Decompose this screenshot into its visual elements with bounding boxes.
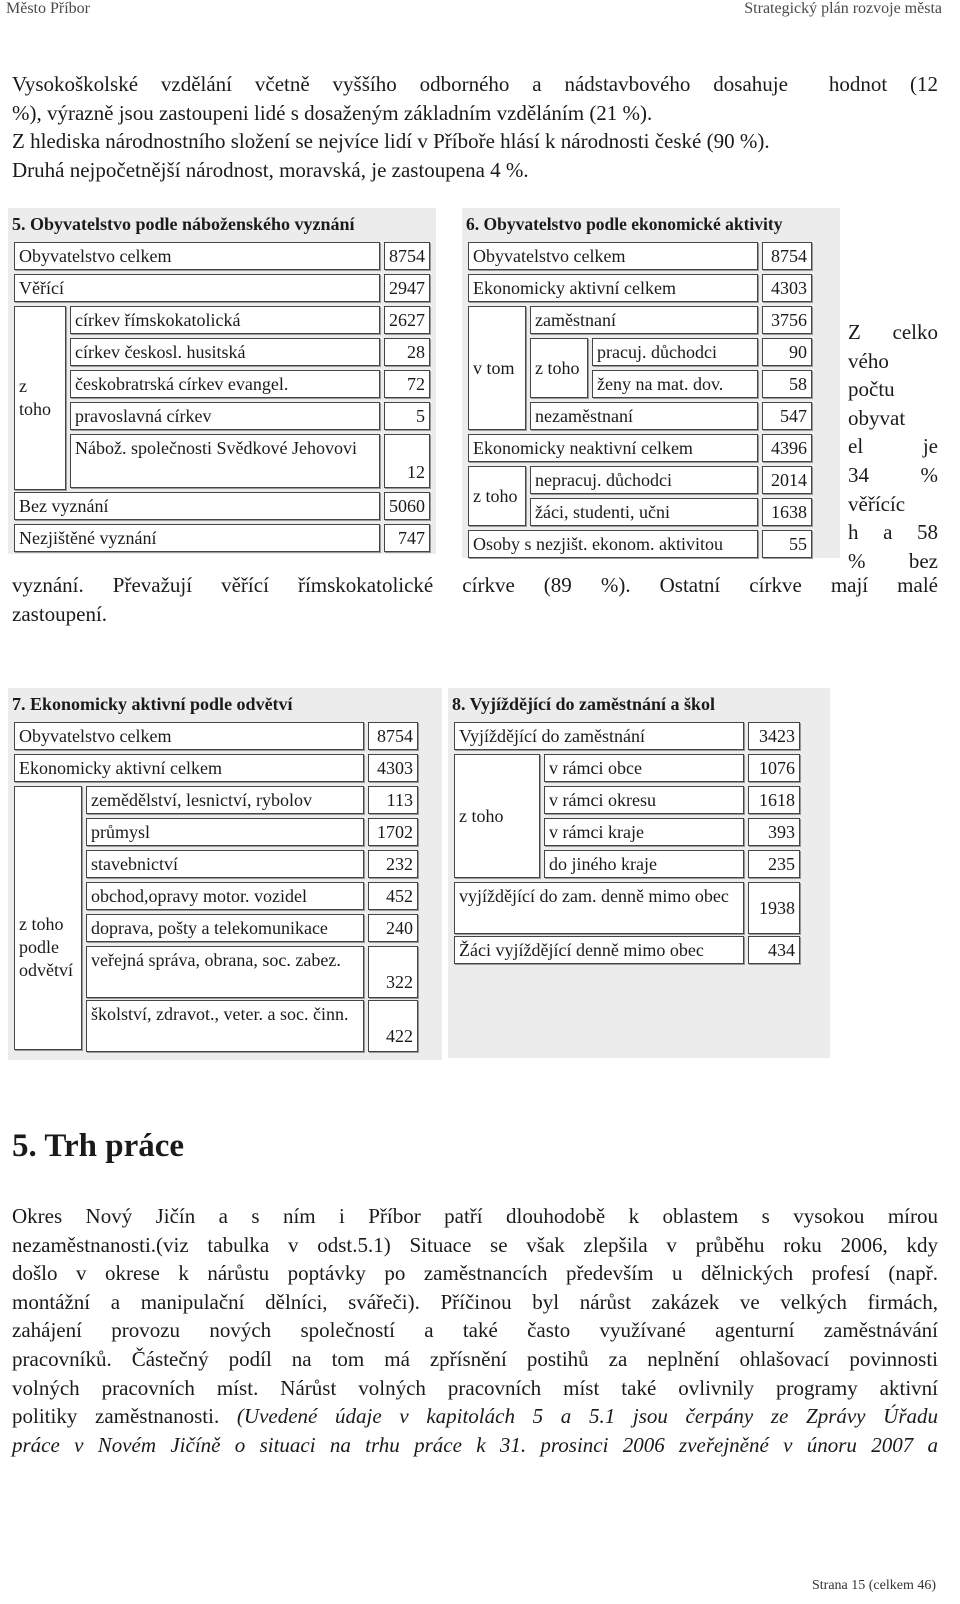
labor-line: montážní a manipulační dělníci, svářeči). Příčinou byl nárůst zakázek ve velkých firmách, [12,1289,938,1314]
intro-line2: %), výrazně jsou zastoupeni lidé s dosaženým základním vzděláním (21 %). [12,100,653,125]
table-row: Ekonomicky aktivní celkem [468,274,758,302]
header-doc-title: Strategický plán rozvoje města [744,0,942,17]
table-row: stavebnictví [86,850,364,878]
table-row: Nábož. společnosti Svědkové Jehovovi [70,434,380,488]
table-row: českobratrská církev evangel. [70,370,380,398]
table-cell-value: 422 [368,1000,418,1052]
intro-line4: Druhá nejpočetnější národnost, moravská, je zastoupena 4 %. [12,157,529,182]
table-cell-value: 3756 [762,306,812,334]
table-row: církev českosl. husitská [70,338,380,366]
section-heading: 5. Trh práce [12,1128,185,1164]
table-row: pravoslavná církev [70,402,380,430]
table-sectors-title: 7. Ekonomicky aktivní podle odvětví [12,694,293,714]
side-text-line: 34 % [848,462,938,487]
side-text [848,318,938,575]
table-cell-value: 58 [762,370,812,398]
table-row: nepracuj. důchodci [530,466,758,494]
table-row: Ekonomicky aktivní celkem [14,754,364,782]
intro-paragraph [12,70,938,184]
intro-line1-b: hodnot (12 [828,72,939,96]
intro-line1-a: Vysokoškolské vzdělání včetně vyššího odborného a nádstavbového dosahuje [12,72,788,96]
side-text-line: věřícíc [848,491,906,516]
labor-source-note: práce v Novém Jičíně o situaci na trhu práce k 31. prosinci 2006 zveřejněné v únoru 2007 a [12,1432,938,1457]
table-cell-value: 5060 [384,492,430,520]
table-cell-value: 55 [762,530,812,558]
side-text-line: h a 58 [848,520,938,545]
table-cell-value: 3423 [748,722,800,750]
labor-line: došlo v okrese k nárůstu poptávky po zaměstnancích především u dělnických profesí (např. [12,1261,938,1286]
side-text-line: počtu [848,377,895,402]
table-row: obchod,opravy motor. vozidel [86,882,364,910]
table-row: v rámci okresu [544,786,744,814]
table-cell-value: 1638 [762,498,812,526]
table-row: doprava, pošty a telekomunikace [86,914,364,942]
labor-line: Okres Nový Jičín a s ním i Příbor patří dlouhodobě k oblastem s vysokou mírou [12,1204,938,1228]
labor-line: zahájení provozu nových společností a také často využívané agenturní zaměstnávání [12,1318,938,1343]
table-cell-value: 4303 [368,754,418,782]
religion-summary-line2: zastoupení. [12,601,108,626]
table-cell-value: 452 [368,882,418,910]
side-text-line: obyvat [848,405,906,430]
table-cell-value: 4303 [762,274,812,302]
table-group-label: v tom [468,306,526,430]
table-cell-value: 322 [368,946,418,998]
table-row: Obyvatelstvo celkem [468,242,758,270]
table-cell-value: 393 [748,818,800,846]
table-group-label: z toho [468,466,526,526]
side-text-line: vého [848,348,889,373]
table-group-label: z toho podle odvětví [14,786,82,1050]
table-economic-activity [462,208,840,558]
table-cell-value: 240 [368,914,418,942]
table-row: do jiného kraje [544,850,744,878]
table-cell-value: 1702 [368,818,418,846]
table-cell-value: 434 [748,936,800,964]
table-sectors [8,688,442,1060]
table-row: zemědělství, lesnictví, rybolov [86,786,364,814]
table-row: v rámci kraje [544,818,744,846]
table-cell-value: 747 [384,524,430,552]
table-religion-title: 5. Obyvatelstvo podle náboženského vyznání [12,214,355,234]
table-row: Obyvatelstvo celkem [14,722,364,750]
table-cell-value: 1076 [748,754,800,782]
side-text-line: el je [848,434,938,459]
labor-line: nezaměstnanosti.(viz tabulka v odst.5.1) Situace se však zlepšila v průběhu roku 2006, kdy [12,1232,938,1257]
table-row: průmysl [86,818,364,846]
labor-line: volných pracovních míst. Nárůst volných pracovních míst také ovlivnily programy aktivní [12,1375,938,1400]
table-row: Nezjištěné vyznání [14,524,380,552]
table-cell-value: 8754 [762,242,812,270]
side-text-line: % bez [848,548,938,573]
table-row: v rámci obce [544,754,744,782]
table-cell-value: 12 [384,434,430,488]
table-cell-value: 4396 [762,434,812,462]
table-row: Bez vyznání [14,492,380,520]
table-row: veřejná správa, obrana, soc. zabez. [86,946,364,998]
table-cell-value: 235 [748,850,800,878]
table-cell-value: 5 [384,402,430,430]
table-row: Osoby s nezjišt. ekonom. aktivitou [468,530,758,558]
table-religion [8,208,436,554]
religion-summary-line1: vyznání. Převažují věřící římskokatolické církve (89 %). Ostatní církve mají malé [12,573,938,597]
table-row: žáci, studenti, učni [530,498,758,526]
table-cell-value: 113 [368,786,418,814]
side-text-line: Z celko [848,320,938,344]
table-row: pracuj. důchodci [592,338,758,366]
table-group-label: z toho [14,306,66,490]
table-row: vyjíždějící do zam. denně mimo obec [454,882,744,934]
table-cell-value: 72 [384,370,430,398]
table-cell-value: 2014 [762,466,812,494]
table-row: nezaměstnaní [530,402,758,430]
table-cell-value: 1938 [748,882,800,934]
table-cell-value: 8754 [368,722,418,750]
table-commuting [448,688,830,1058]
table-row: Obyvatelstvo celkem [14,242,380,270]
labor-source-note: (Uvedené údaje v kapitolách 5 a 5.1 jsou čerpány ze Zprávy Úřadu [236,1404,939,1429]
header-city: Město Příbor [6,0,90,17]
religion-summary [12,571,938,628]
table-cell-value: 90 [762,338,812,366]
table-cell-value: 8754 [384,242,430,270]
table-row: školství, zdravot., veter. a soc. činn. [86,1000,364,1052]
table-row: církev římskokatolická [70,306,380,334]
table-group-label: z toho [454,754,540,878]
table-row: Vyjíždějící do zaměstnání [454,722,744,750]
table-row: ženy na mat. dov. [592,370,758,398]
table-cell-value: 1618 [748,786,800,814]
table-cell-value: 28 [384,338,430,366]
intro-line3: Z hlediska národnostního složení se nejvíce lidí v Příboře hlásí k národnosti české (90 %). [12,129,770,154]
table-cell-value: 547 [762,402,812,430]
table-row: Ekonomicky neaktivní celkem [468,434,758,462]
table-cell-value: 232 [368,850,418,878]
table-commuting-title: 8. Vyjíždějící do zaměstnání a škol [452,694,716,714]
labor-line: pracovníků. Částečný podíl na tom má zpřísnění postihů za neplnění ohlašovací povinnosti [12,1346,938,1371]
labor-market-paragraph [12,1202,938,1459]
table-group-label: z toho [530,338,588,398]
table-row: Žáci vyjíždějící denně mimo obec [454,936,744,964]
table-economic-activity-title: 6. Obyvatelstvo podle ekonomické aktivity [466,214,783,234]
table-row: zaměstnaní [530,306,758,334]
table-row: Věřící [14,274,380,302]
labor-line: politiky zaměstnanosti. [12,1404,220,1429]
table-cell-value: 2947 [384,274,430,302]
table-cell-value: 2627 [384,306,430,334]
page-number: Strana 15 (celkem 46) [811,1578,936,1593]
